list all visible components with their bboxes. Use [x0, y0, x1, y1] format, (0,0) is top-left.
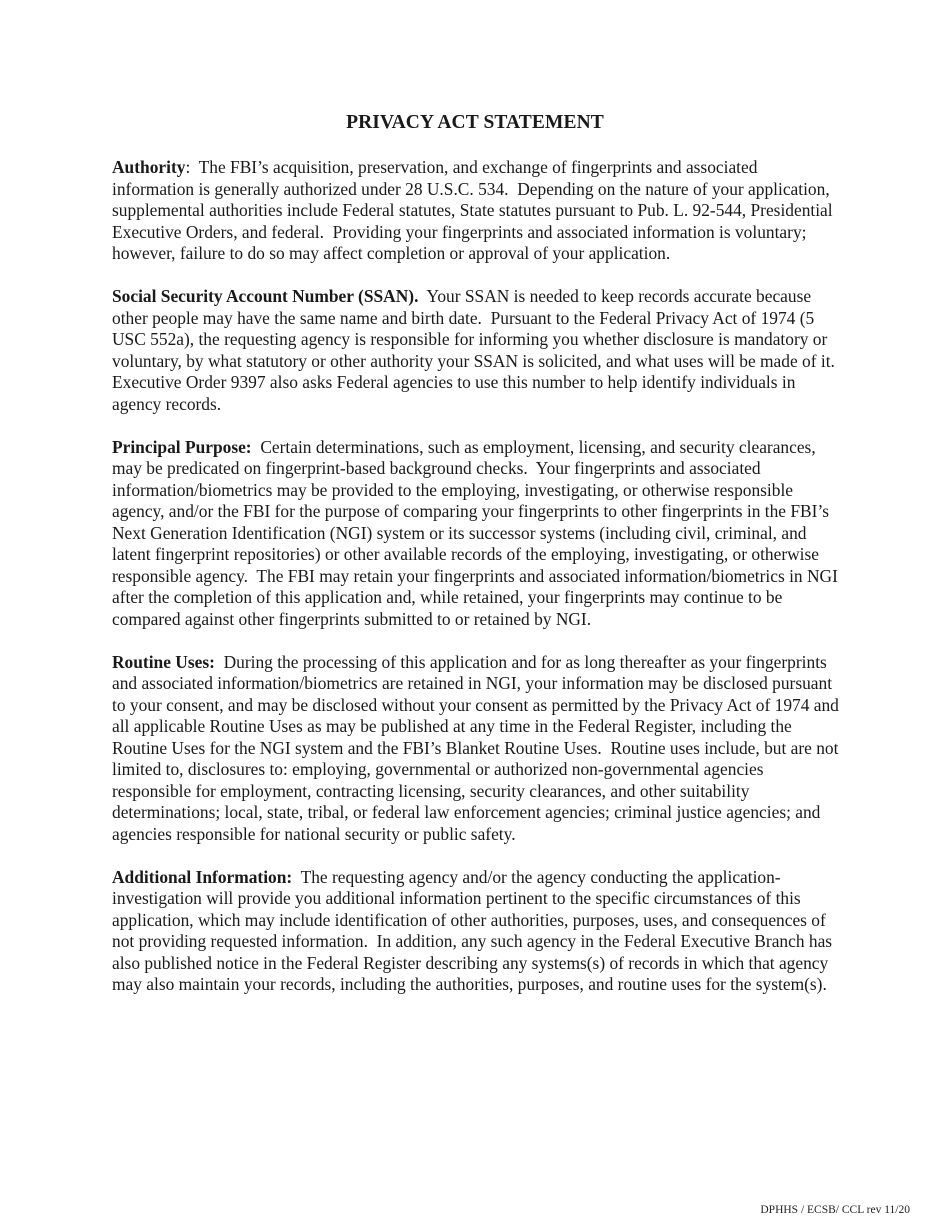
section-text: The requesting agency and/or the agency conducting the application-investigation will provide you additional information pertinent to the specific circumstances of this application, which may include identification of other authorities, purposes, uses, and consequences of not providing requested information. In addition, any such agency in the Federal Executive Branch has also published notice in the Federal Register describing any systems(s) of records in which that agency may also maintain your records, including the authorities, purposes, and routine uses for the system(s).	[112, 866, 837, 994]
section-text: During the processing of this application and for as long thereafter as your fingerprints and associated information/biometrics are retained in NGI, your information may be disclosed pursuant to your consent, and may be disclosed without your consent as permitted by the Privacy Act of 1974 and all applicable Routine Uses as may be published at any time in the Federal Register, including the Routine Uses for the NGI system and the FBI’s Blanket Routine Uses. Routine uses include, but are not limited to, disclosures to: employing, governmental or authorized non-governmental agencies responsible for employment, contracting licensing, security clearances, and other suitability determinations; local, state, tribal, or federal law enforcement agencies; criminal justice agencies; and agencies responsible for national security or public safety.	[112, 651, 844, 844]
section-ssan	[112, 286, 844, 415]
section-paragraph	[112, 286, 844, 415]
section-additional-information	[112, 867, 840, 996]
page-title: PRIVACY ACT STATEMENT	[346, 112, 604, 133]
section-text: Certain determinations, such as employment, licensing, and security clearances, may be predicated on fingerprint-based background checks. Your fingerprints and associated information/biometrics may be provided to the employing, investigating, or otherwise responsible agency, and/or the FBI for the purpose of comparing your fingerprints to other fingerprints in the FBI’s Next Generation Identification (NGI) system or its successor systems (including civil, criminal, and latent fingerprint repositories) or other available records of the employing, investigating, or otherwise responsible agency. The FBI may retain your fingerprints and associated information/biometrics in NGI after the completion of this application and, while retained, your fingerprints may continue to be compared against other fingerprints submitted to or retained by NGI.	[112, 436, 843, 629]
heading-separator	[292, 867, 300, 887]
section-heading: Social Security Account Number (SSAN).	[112, 286, 419, 306]
section-authority	[112, 157, 840, 265]
heading-separator	[215, 652, 224, 672]
section-heading: Principal Purpose:	[112, 436, 252, 457]
heading-separator: :	[185, 157, 199, 177]
heading-separator	[252, 437, 261, 457]
section-text: Your SSAN is needed to keep records accurate because other people may have the same name and birth date. Pursuant to the Federal Privacy Act of 1974 (5 USC 552a), the requesting agency is responsible for informing you whether disclosure is mandatory or voluntary, by what statutory or other authority your SSAN is solicited, and what uses will be made of it. Executive Order 9397 also asks Federal agencies to use this number to help identify individuals in agency records.	[112, 286, 844, 414]
section-heading: Additional Information:	[112, 866, 293, 887]
section-text: The FBI’s acquisition, preservation, and exchange of fingerprints and associated information is generally authorized under 28 U.S.C. 534. Depending on the nature of your application, supplemental authorities include Federal statutes, State statutes pursuant to Pub. L. 92-544, Presidential Executive Orders, and federal. Providing your fingerprints and associated information is voluntary; however, failure to do so may affect completion or approval of your application.	[112, 157, 837, 263]
section-paragraph	[112, 867, 840, 996]
section-paragraph	[112, 651, 844, 846]
footer-revision: DPHHS / ECSB/ CCL rev 11/20	[760, 1204, 910, 1216]
section-paragraph	[112, 436, 843, 631]
section-routine-uses	[112, 651, 844, 846]
section-paragraph	[112, 157, 840, 265]
heading-separator	[418, 286, 426, 306]
document-body	[112, 157, 844, 1017]
section-heading: Authority	[112, 157, 186, 177]
section-principal-purpose	[112, 436, 843, 631]
section-heading: Routine Uses:	[112, 651, 215, 672]
